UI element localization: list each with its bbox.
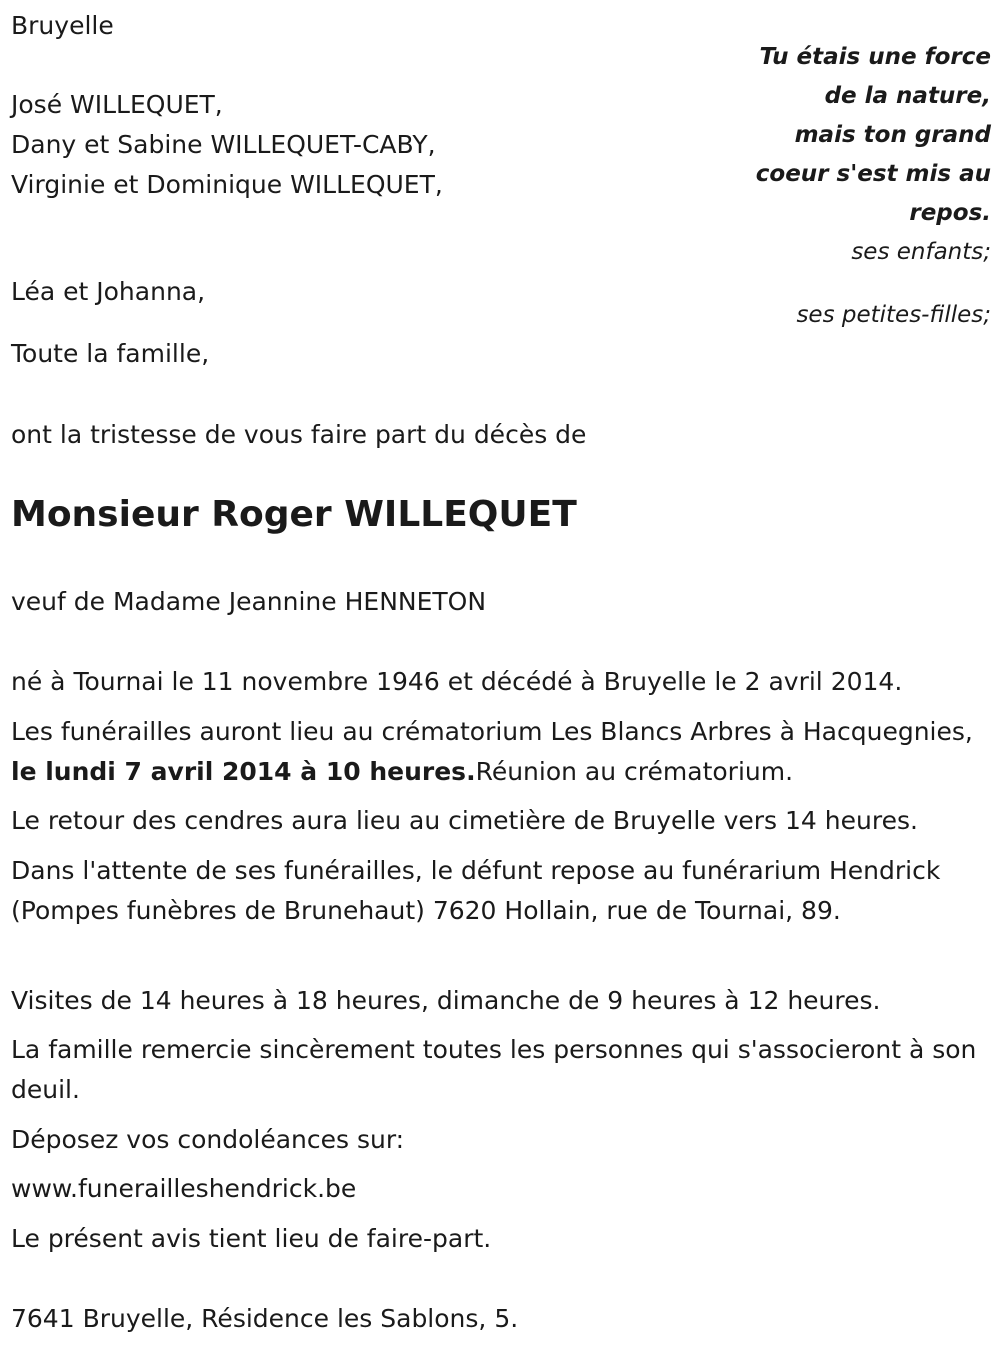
announcement: ont la tristesse de vous faire part du décès de <box>11 420 587 449</box>
family: Toute la famille, <box>11 339 210 368</box>
location: Bruyelle <box>11 11 114 40</box>
quote-line: repos. <box>909 200 991 226</box>
child-name: Dany et Sabine WILLEQUET-CABY, <box>11 130 436 159</box>
condolences-website[interactable]: www.funerailleshendrick.be <box>11 1174 357 1203</box>
address: 7641 Bruyelle, Résidence les Sablons, 5. <box>11 1304 519 1333</box>
child-name: José WILLEQUET, <box>11 90 223 119</box>
quote-line: Tu étais une force <box>759 44 991 70</box>
notice: Le présent avis tient lieu de faire-part. <box>11 1224 492 1253</box>
funeral-date: le lundi 7 avril 2014 à 10 heures. <box>11 757 476 786</box>
children-relation: ses enfants; <box>851 239 991 265</box>
funeral-meeting: Réunion au crématorium. <box>475 757 794 786</box>
family-thanks: La famille remercie sincèrement toutes les personnes qui s'associeront à son deuil. <box>11 1035 977 1104</box>
quote-line: coeur s'est mis au <box>755 161 991 187</box>
grandchildren-names: Léa et Johanna, <box>11 277 206 306</box>
ashes-return: Le retour des cendres aura lieu au cimetière de Bruyelle vers 14 heures. <box>11 806 918 835</box>
quote-line: de la nature, <box>824 83 991 109</box>
funeral-details <box>11 712 996 792</box>
grandchildren-relation: ses petites-filles; <box>796 302 991 328</box>
funerarium-info: Dans l'attente de ses funérailles, le défunt repose au funérarium Hendrick (Pompes funèbres de Brunehaut) 7620 Hollain, rue de Tournai, 89. <box>11 856 941 925</box>
condolences-label: Déposez vos condoléances sur: <box>11 1125 405 1154</box>
funeral-intro: Les funérailles auront lieu au crématorium Les Blancs Arbres à Hacquegnies, <box>11 717 973 746</box>
child-name: Virginie et Dominique WILLEQUET, <box>11 170 443 199</box>
birth-death: né à Tournai le 11 novembre 1946 et décédé à Bruyelle le 2 avril 2014. <box>11 667 903 696</box>
visits: Visites de 14 heures à 18 heures, dimanche de 9 heures à 12 heures. <box>11 986 881 1015</box>
quote-line: mais ton grand <box>794 122 991 148</box>
widower-of: veuf de Madame Jeannine HENNETON <box>11 587 487 616</box>
epitaph-quote <box>721 38 991 233</box>
deceased-name: Monsieur Roger WILLEQUET <box>11 494 577 535</box>
